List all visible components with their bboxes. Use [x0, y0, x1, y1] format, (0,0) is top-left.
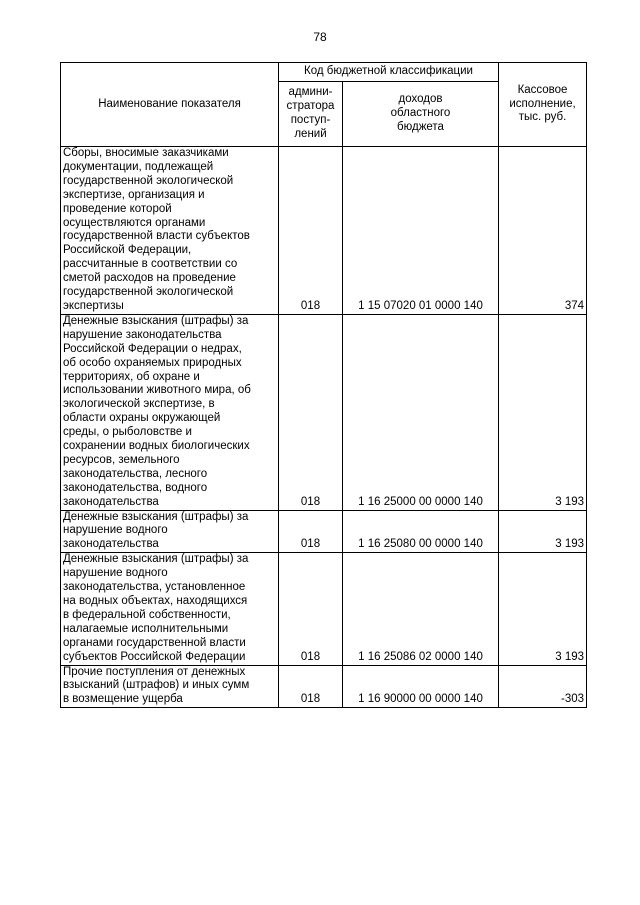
text-line: на водных объектах, находящихся: [63, 595, 248, 607]
budget-table: [60, 62, 587, 708]
row-income-code: 1 16 25000 00 0000 140: [343, 314, 499, 510]
row-admin-code: 018: [279, 665, 343, 708]
row-cash-value: 374: [499, 147, 587, 315]
text-line: админи-: [288, 86, 333, 99]
text-line: экологической экспертизе, в: [63, 398, 215, 411]
header-code-group: Код бюджетной классификации: [279, 63, 499, 82]
text-line: Российской Федерации,: [63, 244, 192, 257]
table-header: [61, 63, 587, 147]
text-line: в возмещение ущерба: [63, 693, 183, 706]
header-name: Наименование показателя: [61, 63, 279, 147]
text-line: осуществляются органами: [63, 216, 206, 229]
text-line: Прочие поступления от денежных: [63, 665, 246, 678]
text-line: бюджета: [397, 120, 444, 133]
text-line: рассчитанные в соответствии со: [63, 258, 238, 271]
text-line: использовании животного мира, об: [63, 384, 251, 397]
row-name: [61, 553, 279, 665]
row-cash-value: -303: [499, 665, 587, 708]
text-line: нарушение законодательства: [63, 328, 222, 341]
row-cash-value: 3 193: [499, 314, 587, 510]
text-line: проведение которой: [63, 202, 172, 215]
text-line: законодательства, водного: [63, 481, 208, 494]
row-cash-value: 3 193: [499, 553, 587, 665]
table-row: [61, 147, 587, 315]
table-row: [61, 510, 587, 553]
row-admin-code: 018: [279, 314, 343, 510]
header-admin: [279, 82, 343, 147]
text-line: субъектов Российской Федерации: [63, 650, 246, 663]
text-line: сметой расходов на проведение: [63, 272, 236, 285]
row-admin-code: 018: [279, 147, 343, 315]
text-line: законодательства: [63, 538, 159, 551]
text-line: взысканий (штрафов) и иных сумм: [63, 679, 250, 692]
row-name: [61, 665, 279, 708]
text-line: сохранении водных биологических: [63, 440, 250, 453]
text-line: области охраны окружающей: [63, 412, 221, 425]
header-income: [343, 82, 499, 147]
text-line: Сборы, вносимые заказчиками: [63, 147, 229, 159]
row-cash-value: 3 193: [499, 510, 587, 553]
page-number: 78: [313, 30, 327, 44]
text-line: тыс. руб.: [518, 111, 567, 124]
text-line: экспертизе, организация и: [63, 188, 205, 201]
text-line: нарушение водного: [63, 524, 168, 537]
header-cash: [499, 63, 587, 147]
text-line: законодательства: [63, 495, 159, 508]
text-line: нарушение водного: [63, 567, 168, 580]
text-line: исполнение,: [509, 97, 576, 110]
text-line: лений: [294, 127, 327, 140]
row-name: [61, 510, 279, 553]
text-line: в федеральной собственности,: [63, 608, 231, 621]
text-line: об особо охраняемых природных: [63, 356, 242, 369]
row-name: [61, 147, 279, 315]
text-line: Денежные взыскания (штрафы) за: [63, 314, 249, 327]
row-income-code: 1 15 07020 01 0000 140: [343, 147, 499, 315]
text-line: стратора: [286, 100, 335, 113]
text-line: Российской Федерации о недрах,: [63, 342, 242, 355]
text-line: экспертизы: [63, 299, 124, 312]
text-line: Денежные взыскания (штрафы) за: [63, 553, 249, 566]
table-row: [61, 665, 587, 708]
text-line: законодательства, установленное: [63, 581, 246, 594]
row-admin-code: 018: [279, 510, 343, 553]
text-line: территориях, об охране и: [63, 370, 200, 383]
table-row: [61, 553, 587, 665]
text-line: законодательства, лесного: [63, 467, 208, 480]
row-name: [61, 314, 279, 510]
text-line: государственной экологической: [63, 286, 234, 299]
table-body: [61, 147, 587, 708]
text-line: государственной власти субъектов: [63, 230, 250, 243]
text-line: документации, подлежащей: [63, 160, 214, 173]
row-income-code: 1 16 25086 02 0000 140: [343, 553, 499, 665]
text-line: Денежные взыскания (штрафы) за: [63, 510, 249, 523]
row-admin-code: 018: [279, 553, 343, 665]
text-line: поступ-: [290, 114, 331, 126]
row-income-code: 1 16 25080 00 0000 140: [343, 510, 499, 553]
text-line: государственной экологической: [63, 174, 234, 187]
text-line: Кассовое: [517, 83, 568, 96]
text-line: областного: [390, 107, 451, 120]
text-line: органами государственной власти: [63, 636, 246, 649]
table-row: [61, 314, 587, 510]
row-income-code: 1 16 90000 00 0000 140: [343, 665, 499, 708]
text-line: налагаемые исполнительными: [63, 622, 229, 635]
text-line: доходов: [398, 93, 443, 106]
text-line: среды, о рыболовстве и: [63, 426, 192, 439]
text-line: ресурсов, земельного: [63, 453, 180, 466]
